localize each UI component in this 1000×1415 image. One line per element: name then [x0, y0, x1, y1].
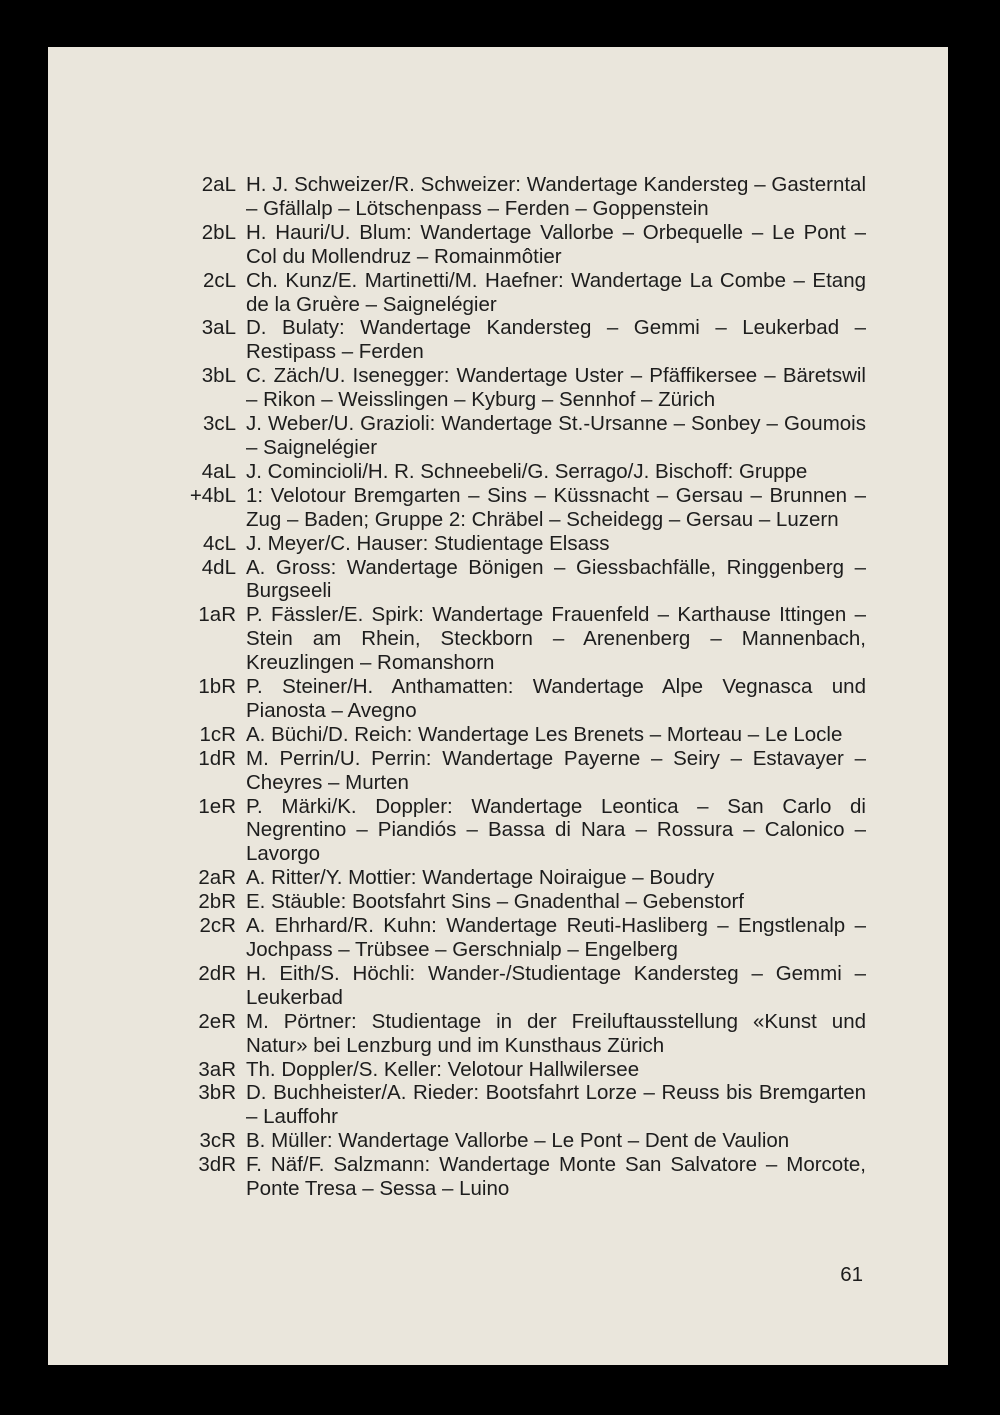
list-item	[176, 962, 866, 1010]
course-description: P. Steiner/H. Anthamatten: Wandertage Alpe Vegnasca und Pianosta – Avegno	[246, 675, 866, 722]
course-description: H. Eith/S. Höchli: Wander-/Studientage Kandersteg – Gemmi – Leukerbad	[246, 961, 866, 1009]
list-item	[176, 603, 866, 675]
course-code: 4cL	[202, 531, 236, 555]
course-description: 1: Velotour Bremgarten – Sins – Küssnacht – Gersau – Brunnen – Zug – Baden; Gruppe 2: Chräbel – Scheidegg – Gersau – Luzern	[246, 483, 866, 531]
course-description: D. Bulaty: Wandertage Kandersteg – Gemmi – Leukerbad – Restipass – Ferden	[246, 316, 866, 364]
course-code: 3dR	[198, 1153, 236, 1177]
course-description: P. Fässler/E. Spirk: Wandertage Frauenfeld – Karthause Ittingen – Stein am Rhein, Steckborn – Arenenberg – Mannenbach, Kreuzlingen – Romanshorn	[246, 603, 866, 675]
document-page	[48, 47, 948, 1365]
course-code: 3cR	[199, 1129, 236, 1153]
course-code: 3aL	[201, 316, 236, 340]
list-item	[176, 675, 866, 723]
course-description: E. Stäuble: Bootsfahrt Sins – Gnadenthal – Gebenstorf	[246, 890, 745, 914]
list-item	[176, 1010, 866, 1058]
list-item	[176, 890, 866, 914]
course-code: 2aL	[201, 173, 236, 196]
list-item	[176, 795, 866, 867]
course-description: A. Büchi/D. Reich: Wandertage Les Brenets – Morteau – Le Locle	[246, 722, 843, 746]
course-code: 3bL	[201, 364, 236, 388]
course-description: J. Weber/U. Grazioli: Wandertage St.-Ursanne – Sonbey – Goumois – Saignelégier	[246, 412, 866, 459]
list-item	[176, 173, 866, 221]
list-item	[176, 221, 866, 269]
course-description: C. Zäch/U. Isenegger: Wandertage Uster – Pfäffikersee – Bäretswil – Rikon – Weisslingen – Kyburg – Sennhof – Zürich	[246, 364, 866, 412]
course-code: 4dL	[201, 555, 236, 579]
course-code: 2cR	[199, 914, 236, 938]
page-number: 61	[840, 1263, 863, 1286]
course-code: 1aR	[198, 603, 236, 627]
course-description: H. J. Schweizer/R. Schweizer: Wandertage Kandersteg – Gasterntal – Gfällalp – Lötschenpass – Ferden – Goppenstein	[246, 173, 866, 220]
list-item	[176, 269, 866, 317]
course-description: A. Gross: Wandertage Bönigen – Giessbachfälle, Ringgenberg – Burgseeli	[246, 555, 866, 603]
course-description: D. Buchheister/A. Rieder: Bootsfahrt Lorze – Reuss bis Bremgarten – Lauffohr	[246, 1081, 866, 1129]
course-list	[176, 173, 866, 1201]
list-item	[176, 1129, 866, 1153]
list-item	[176, 723, 866, 747]
course-code: 2cL	[202, 268, 236, 292]
list-item	[176, 866, 866, 890]
course-description: Th. Doppler/S. Keller: Velotour Hallwilersee	[246, 1057, 640, 1081]
course-code: 2bL	[201, 220, 236, 244]
course-code: 3bR	[198, 1081, 236, 1105]
course-description: M. Pörtner: Studientage in der Freiluftausstellung «Kunst und Natur» bei Lenzburg und im Kunsthaus Zürich	[246, 1009, 866, 1057]
course-description: M. Perrin/U. Perrin: Wandertage Payerne – Seiry – Estavayer – Cheyres – Murten	[246, 746, 866, 794]
course-description: F. Näf/F. Salzmann: Wandertage Monte San Salvatore – Morcote, Ponte Tresa – Sessa – Luino	[246, 1153, 866, 1201]
course-code: 1eR	[198, 794, 236, 818]
course-description: B. Müller: Wandertage Vallorbe – Le Pont – Dent de Vaulion	[246, 1129, 790, 1153]
course-code: 2bR	[198, 890, 236, 914]
course-code: 3cL	[202, 412, 236, 436]
course-code: 1bR	[198, 675, 236, 699]
list-item	[176, 1153, 866, 1201]
course-description: A. Ehrhard/R. Kuhn: Wandertage Reuti-Hasliberg – Engstlenalp – Jochpass – Trübsee – Gerschnialp – Engelberg	[246, 914, 866, 961]
course-code: +4bL	[189, 483, 236, 507]
course-description: J. Meyer/C. Hauser: Studientage Elsass	[246, 531, 610, 555]
course-code: 3aR	[198, 1057, 236, 1081]
course-description: A. Ritter/Y. Mottier: Wandertage Noiraigue – Boudry	[246, 866, 715, 890]
list-item	[176, 412, 866, 460]
course-code: 2eR	[198, 1009, 236, 1033]
list-item	[176, 914, 866, 962]
list-item	[176, 316, 866, 364]
course-description: J. Comincioli/H. R. Schneebeli/G. Serrago/J. Bischoff: Gruppe	[246, 459, 808, 483]
course-description: Ch. Kunz/E. Martinetti/M. Haefner: Wandertage La Combe – Etang de la Gruère – Saignelégier	[246, 268, 866, 316]
list-item	[176, 747, 866, 795]
course-code: 1cR	[199, 722, 236, 746]
list-item	[176, 484, 866, 532]
course-description: H. Hauri/U. Blum: Wandertage Vallorbe – Orbequelle – Le Pont – Col du Mollendruz – Romainmôtier	[246, 220, 866, 268]
list-item	[176, 1058, 866, 1082]
list-item	[176, 532, 866, 556]
course-code: 1dR	[198, 746, 236, 770]
list-item	[176, 1081, 866, 1129]
course-code: 4aL	[201, 459, 236, 483]
course-code: 2aR	[198, 866, 236, 890]
course-code: 2dR	[198, 961, 236, 985]
list-item	[176, 364, 866, 412]
list-item	[176, 460, 866, 484]
list-item	[176, 556, 866, 604]
course-description: P. Märki/K. Doppler: Wandertage Leontica – San Carlo di Negrentino – Piandiós – Bassa di Nara – Rossura – Calonico – Lavorgo	[246, 794, 866, 866]
